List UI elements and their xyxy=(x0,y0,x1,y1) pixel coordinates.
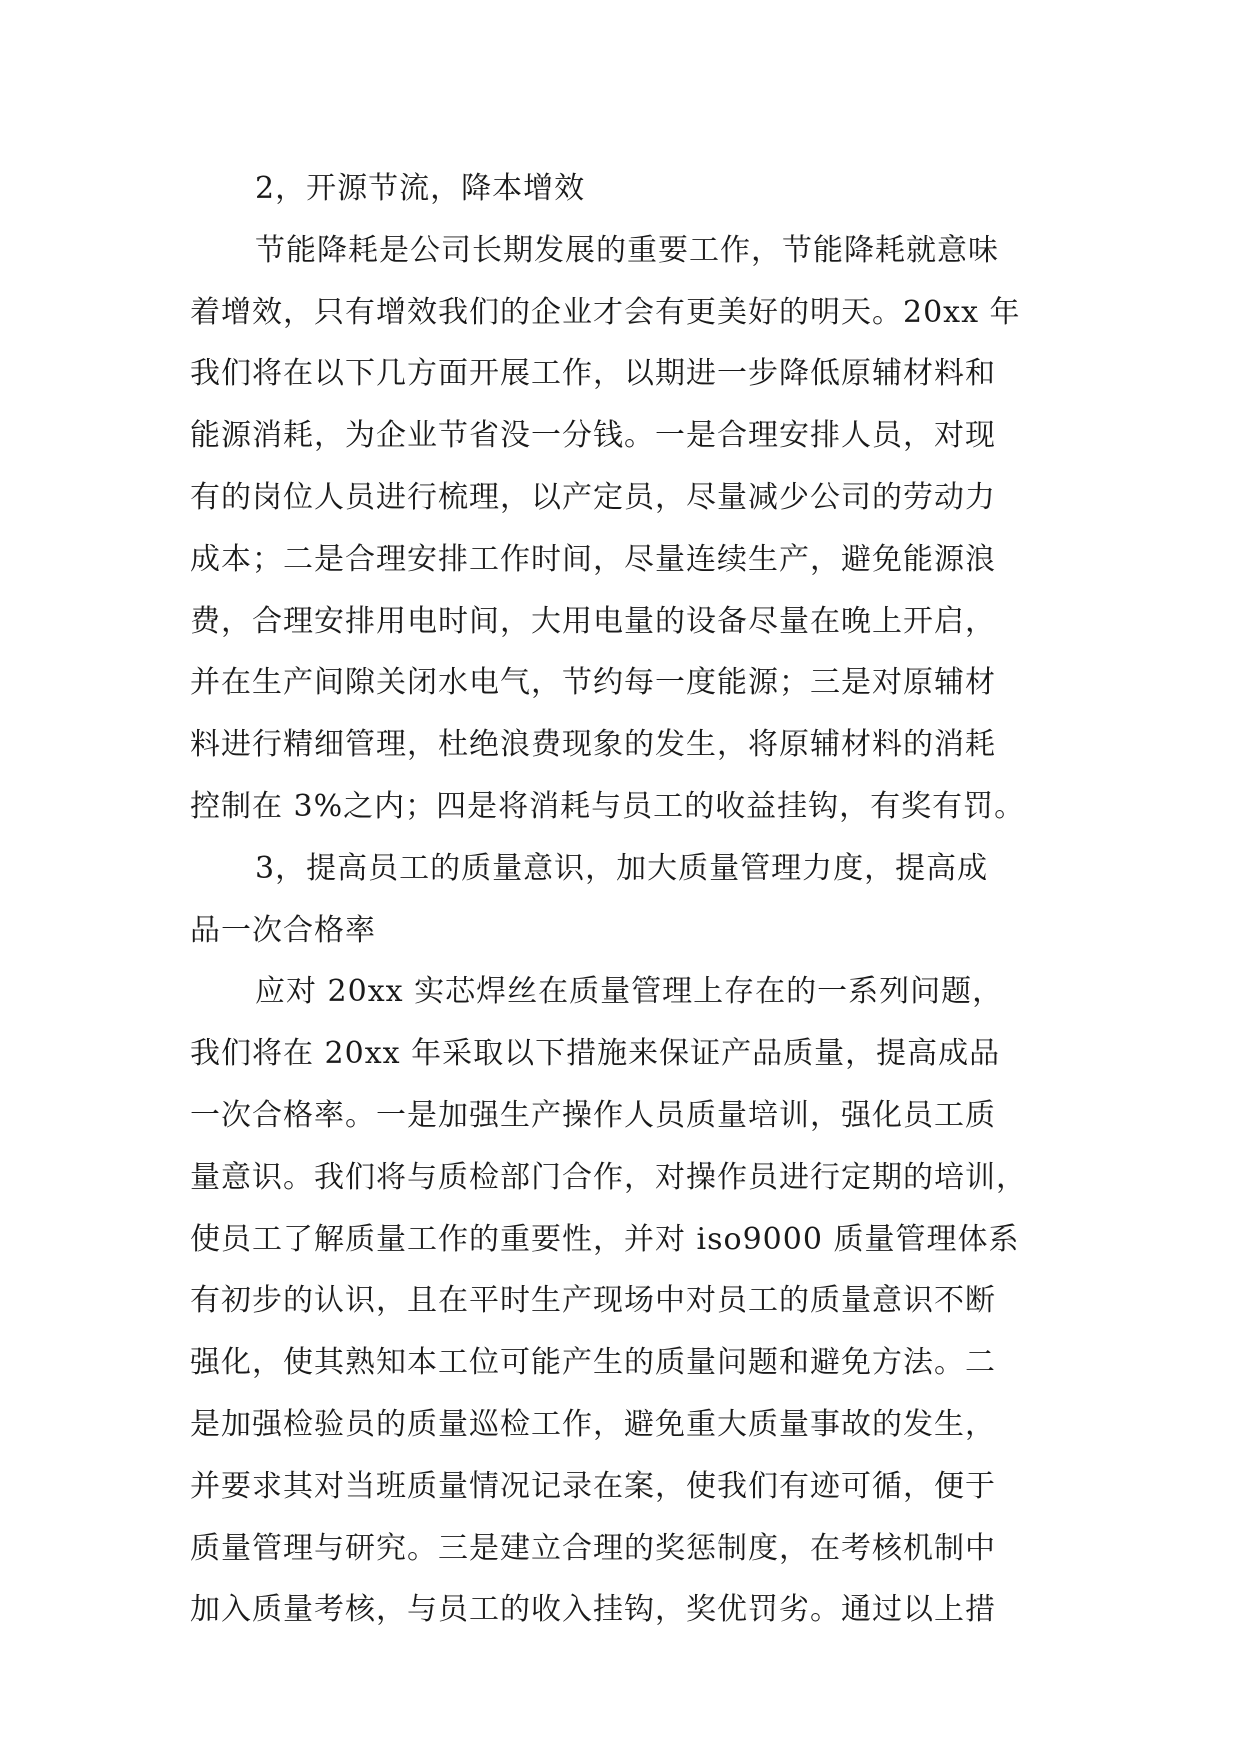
paragraph-line: 我们将在以下几方面开展工作，以期进一步降低原辅材料和 xyxy=(190,356,996,392)
paragraph-line: 有的岗位人员进行梳理，以产定员，尽量减少公司的劳动力 xyxy=(190,479,996,515)
paragraph-line: 是加强检验员的质量巡检工作，避免重大质量事故的发生， xyxy=(190,1406,996,1442)
paragraph-line: 一次合格率。一是加强生产操作人员质量培训，强化员工质 xyxy=(190,1097,996,1133)
paragraph-line: 并在生产间隙关闭水电气，节约每一度能源；三是对原辅材 xyxy=(190,665,996,701)
paragraph-line: 节能降耗是公司长期发展的重要工作，节能降耗就意味 xyxy=(255,232,999,268)
paragraph-line: 能源消耗，为企业节省没一分钱。一是合理安排人员，对现 xyxy=(190,418,996,454)
paragraph-line: 质量管理与研究。三是建立合理的奖惩制度，在考核机制中 xyxy=(190,1530,996,1566)
section-heading-2: 2，开源节流，降本增效 xyxy=(255,171,586,206)
paragraph-line: 并要求其对当班质量情况记录在案，使我们有迹可循，便于 xyxy=(190,1468,996,1504)
paragraph-line: 我们将在 20xx 年采取以下措施来保证产品质量，提高成品 xyxy=(190,1036,1001,1072)
paragraph-line: 有初步的认识，且在平时生产现场中对员工的质量意识不断 xyxy=(190,1283,996,1319)
section-heading-3: 3，提高员工的质量意识，加大质量管理力度，提高成 xyxy=(255,850,989,886)
paragraph-line: 料进行精细管理，杜绝浪费现象的发生，将原辅材料的消耗 xyxy=(190,727,996,763)
paragraph-line: 加入质量考核，与员工的收入挂钩，奖优罚劣。通过以上措 xyxy=(190,1592,996,1628)
paragraph-line: 着增效，只有增效我们的企业才会有更美好的明天。20xx 年 xyxy=(190,294,1021,330)
paragraph-line: 控制在 3%之内；四是将消耗与员工的收益挂钩，有奖有罚。 xyxy=(190,788,1026,824)
paragraph-line: 成本；二是合理安排工作时间，尽量连续生产，避免能源浪 xyxy=(190,541,996,577)
paragraph-line: 强化，使其熟知本工位可能产生的质量问题和避免方法。二 xyxy=(190,1345,996,1381)
paragraph-line: 量意识。我们将与质检部门合作，对操作员进行定期的培训， xyxy=(190,1159,1027,1195)
paragraph-line: 应对 20xx 实芯焊丝在质量管理上存在的一系列问题， xyxy=(255,974,1004,1010)
paragraph-line: 使员工了解质量工作的重要性，并对 iso9000 质量管理体系 xyxy=(190,1221,1020,1257)
document-body xyxy=(190,158,1052,1641)
section-heading-3-continued: 品一次合格率 xyxy=(190,912,376,948)
paragraph-line: 费，合理安排用电时间，大用电量的设备尽量在晚上开启， xyxy=(190,603,996,639)
